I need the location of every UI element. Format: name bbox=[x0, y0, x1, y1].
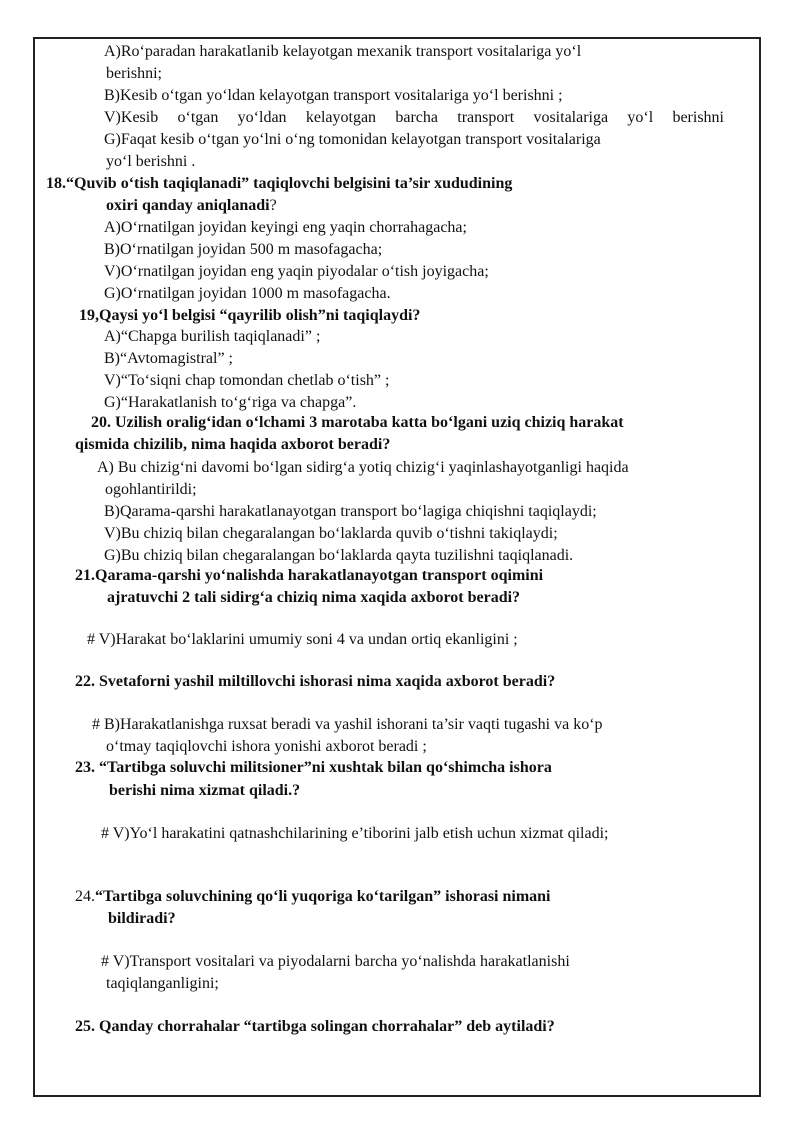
q18-option-b: B)O‘rnatilgan joyidan 500 m masofagacha; bbox=[104, 241, 383, 258]
q17-option-g-line1: G)Faqat kesib o‘tgan yo‘lni o‘ng tomonidan kelayotgan transport vositalariga bbox=[104, 131, 601, 148]
q20-question-line1: 20. Uzilish oralig‘idan o‘lchami 3 marotaba katta bo‘lgani uziq chiziq harakat bbox=[91, 414, 624, 431]
q19-option-a: A)“Chapga burilish taqiqlanadi” ; bbox=[104, 328, 321, 345]
q17-option-a-line1: A)Ro‘paradan harakatlanib kelayotgan mexanik transport vositalariga yo‘l bbox=[104, 43, 582, 60]
q23-question-line2: berishi nima xizmat qiladi.? bbox=[109, 782, 301, 799]
q18-option-g: G)O‘rnatilgan joyidan 1000 m masofagacha. bbox=[104, 285, 391, 302]
q20-option-g: G)Bu chiziq bilan chegaralangan bo‘laklarda qayta tuzilishni taqiqlanadi. bbox=[104, 547, 574, 564]
q18-question-line1: 18.“Quvib o‘tish taqiqlanadi” taqiqlovchi belgisini ta’sir xududining bbox=[46, 175, 513, 192]
q18-option-a: A)O‘rnatilgan joyidan keyingi eng yaqin chorrahagacha; bbox=[104, 219, 467, 236]
q20-option-v: V)Bu chiziq bilan chegaralangan bo‘laklarda quvib o‘tishni takiqlaydi; bbox=[104, 525, 558, 542]
q22-answer-line2: o‘tmay taqiqlovchi ishora yonishi axborot beradi ; bbox=[106, 738, 427, 755]
q20-option-a-line2: ogohlantirildi; bbox=[105, 481, 197, 498]
q23-answer: # V)Yo‘l harakatini qatnashchilarining e’tiborini jalb etish uchun xizmat qiladi; bbox=[101, 825, 609, 842]
q19-option-b: B)“Avtomagistral” ; bbox=[104, 350, 233, 367]
q20-question-line2: qismida chizilib, nima haqida axborot beradi? bbox=[75, 436, 391, 453]
q24-answer-line2: taqiqlanganligini; bbox=[106, 975, 219, 992]
q23-question-line1: 23. “Tartibga soluvchi militsioner”ni xushtak bilan qo‘shimcha ishora bbox=[75, 759, 552, 776]
q21-question-line1: 21.Qarama-qarshi yo‘nalishda harakatlanayotgan transport oqimini bbox=[75, 567, 544, 584]
q17-option-a-line2: berishni; bbox=[106, 65, 162, 82]
q21-answer: # V)Harakat bo‘laklarini umumiy soni 4 va undan ortiq ekanligini ; bbox=[87, 631, 518, 648]
q24-answer-line1: # V)Transport vositalari va piyodalarni barcha yo‘nalishda harakatlanishi bbox=[101, 953, 570, 970]
q18-question-line2: oxiri qanday aniqlanadi? bbox=[106, 197, 277, 214]
q20-option-a-line1: A) Bu chizig‘ni davomi bo‘lgan sidirg‘a yotiq chizig‘i yaqinlashayotganligi haqida bbox=[97, 459, 629, 476]
q19-option-v: V)“To‘siqni chap tomondan chetlab o‘tish” ; bbox=[104, 372, 390, 389]
q22-answer-line1: # B)Harakatlanishga ruxsat beradi va yashil ishorani ta’sir vaqti tugashi va ko‘p bbox=[92, 716, 603, 733]
q19-option-g: G)“Harakatlanish to‘g‘riga va chapga”. bbox=[104, 394, 357, 411]
q21-question-line2: ajratuvchi 2 tali sidirg‘a chiziq nima xaqida axborot beradi? bbox=[107, 589, 521, 606]
q24-question-line2: bildiradi? bbox=[108, 910, 176, 927]
document-page bbox=[33, 37, 761, 1097]
q22-question: 22. Svetaforni yashil miltillovchi ishorasi nima xaqida axborot beradi? bbox=[75, 673, 556, 690]
q25-question: 25. Qanday chorrahalar “tartibga solingan chorrahalar” deb aytiladi? bbox=[75, 1018, 555, 1035]
q24-question-line1: 24.“Tartibga soluvchining qo‘li yuqoriga ko‘tarilgan” ishorasi nimani bbox=[75, 888, 551, 905]
q18-option-v: V)O‘rnatilgan joyidan eng yaqin piyodalar o‘tish joyigacha; bbox=[104, 263, 489, 280]
q17-option-b: B)Kesib o‘tgan yo‘ldan kelayotgan transport vositalariga yo‘l berishni ; bbox=[104, 87, 563, 104]
q19-question: 19,Qaysi yo‘l belgisi “qayrilib olish”ni taqiqlaydi? bbox=[79, 307, 421, 324]
q17-option-g-line2: yo‘l berishni . bbox=[106, 153, 196, 170]
q20-option-b: B)Qarama-qarshi harakatlanayotgan transport bo‘lagiga chiqishni taqiqlaydi; bbox=[104, 503, 597, 520]
q17-option-v: V)Kesib o‘tgan yo‘ldan kelayotgan barcha transport vositalariga yo‘l berishni bbox=[104, 109, 724, 126]
